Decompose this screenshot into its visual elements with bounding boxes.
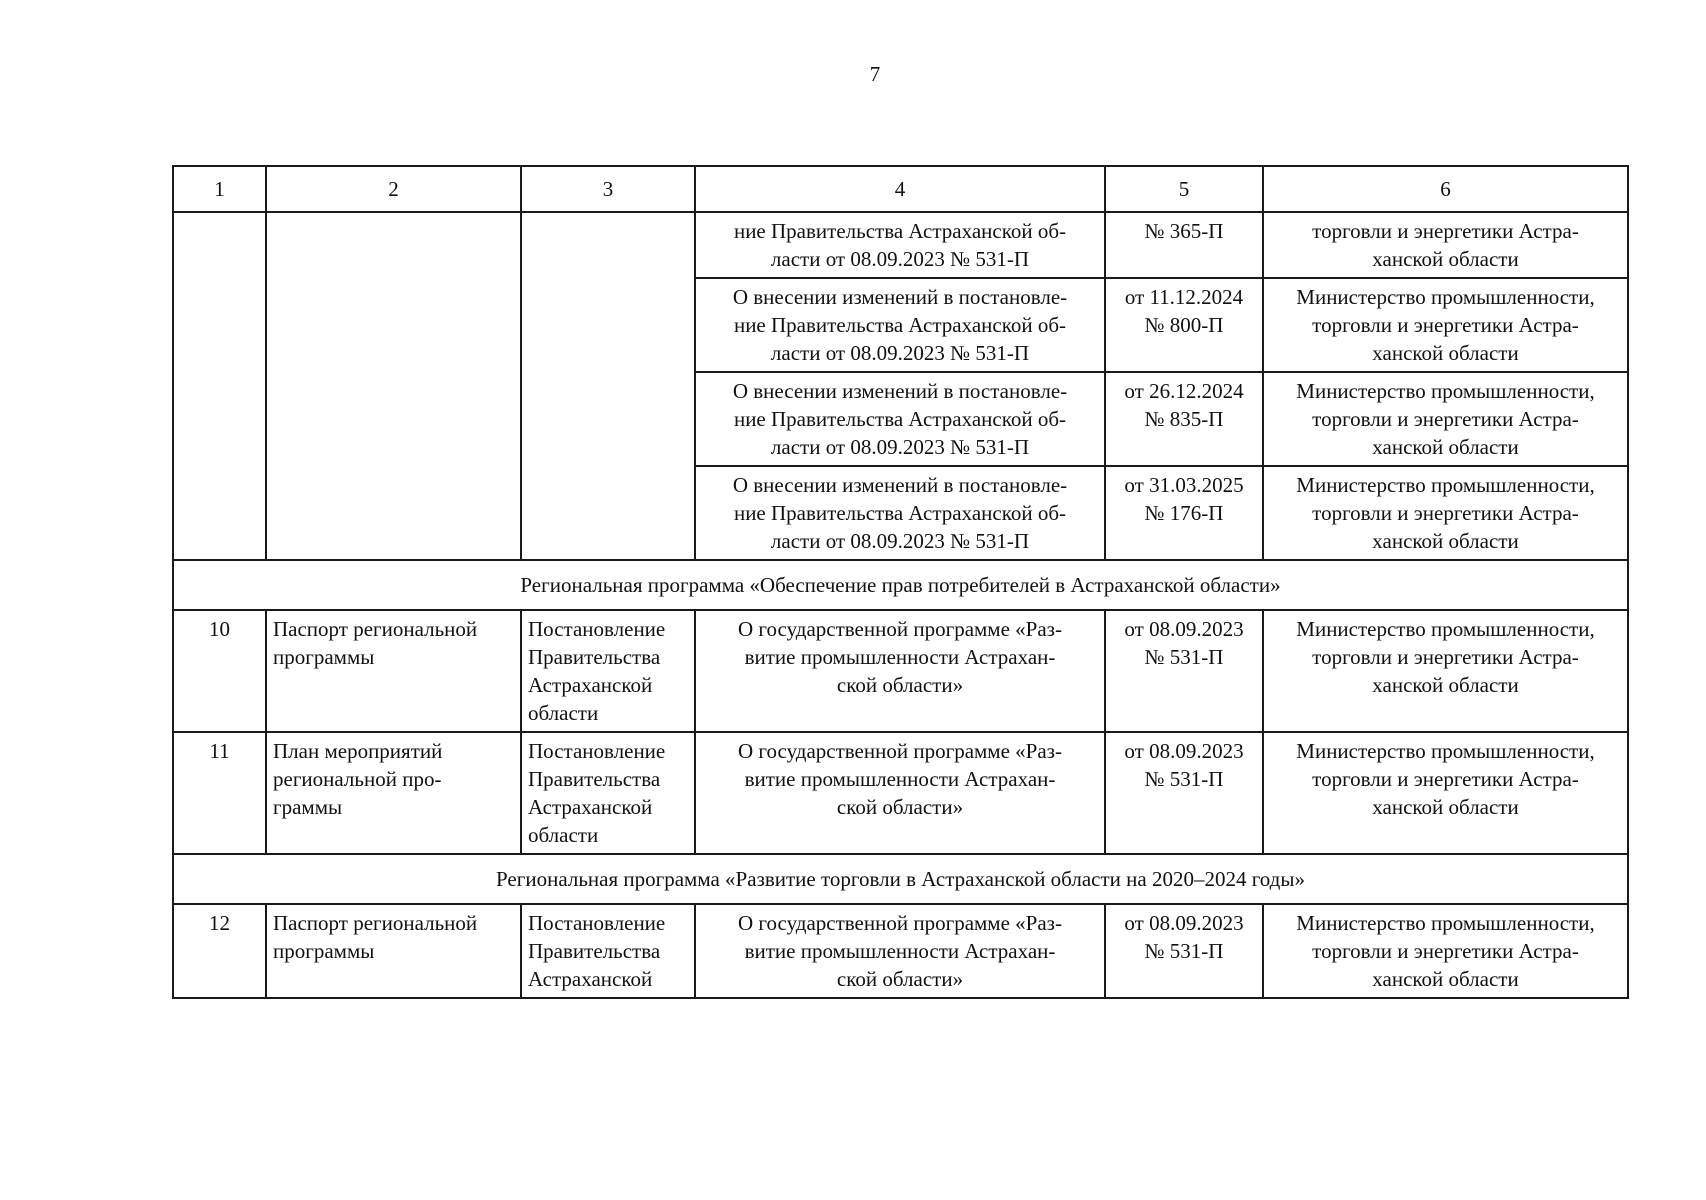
table-row xyxy=(173,212,1628,278)
number-cell: 10 xyxy=(173,610,266,732)
table-row xyxy=(173,610,1628,732)
table-row xyxy=(173,904,1628,998)
act-title-cell: О внесении изменений в постановле- ние Правительства Астраханской об- ласти от 08.09.2023 № 531-П xyxy=(695,466,1105,560)
document-table xyxy=(172,165,1629,999)
page-number: 7 xyxy=(869,62,881,86)
act-title-cell: О внесении изменений в постановле- ние Правительства Астраханской об- ласти от 08.09.2023 № 531-П xyxy=(695,372,1105,466)
responsible-cell: Министерство промышленности, торговли и энергетики Астра- ханской области xyxy=(1263,904,1628,998)
document-type-cell: Паспорт региональной программы xyxy=(266,610,521,732)
responsible-cell: торговли и энергетики Астра- ханской области xyxy=(1263,212,1628,278)
act-date-cell: № 365-П xyxy=(1105,212,1263,278)
header-cell: 2 xyxy=(266,166,521,212)
act-date-cell: от 08.09.2023 № 531-П xyxy=(1105,610,1263,732)
table-header-row xyxy=(173,166,1628,212)
document-type-cell: План мероприятий региональной про- граммы xyxy=(266,732,521,854)
responsible-cell: Министерство промышленности, торговли и энергетики Астра- ханской области xyxy=(1263,372,1628,466)
section-row xyxy=(173,854,1628,904)
document-type-cell: Паспорт региональной программы xyxy=(266,904,521,998)
act-title-cell: О государственной программе «Раз- витие промышленности Астрахан- ской области» xyxy=(695,904,1105,998)
act-date-cell: от 31.03.2025 № 176-П xyxy=(1105,466,1263,560)
responsible-cell: Министерство промышленности, торговли и энергетики Астра- ханской области xyxy=(1263,732,1628,854)
act-date-cell: от 08.09.2023 № 531-П xyxy=(1105,732,1263,854)
responsible-cell: Министерство промышленности, торговли и энергетики Астра- ханской области xyxy=(1263,610,1628,732)
act-type-cell: Постановление Правительства Астраханской xyxy=(521,904,695,998)
act-title-cell: О государственной программе «Раз- витие промышленности Астрахан- ской области» xyxy=(695,732,1105,854)
table-row xyxy=(173,732,1628,854)
act-date-cell: от 11.12.2024 № 800-П xyxy=(1105,278,1263,372)
number-cell: 12 xyxy=(173,904,266,998)
document-type-cell xyxy=(266,212,521,560)
responsible-cell: Министерство промышленности, торговли и энергетики Астра- ханской области xyxy=(1263,278,1628,372)
responsible-cell: Министерство промышленности, торговли и энергетики Астра- ханской области xyxy=(1263,466,1628,560)
number-cell xyxy=(173,212,266,560)
header-cell: 5 xyxy=(1105,166,1263,212)
header-cell: 1 xyxy=(173,166,266,212)
act-type-cell: Постановление Правительства Астраханской области xyxy=(521,610,695,732)
number-cell: 11 xyxy=(173,732,266,854)
header-cell: 4 xyxy=(695,166,1105,212)
header-cell: 6 xyxy=(1263,166,1628,212)
act-title-cell: О внесении изменений в постановле- ние Правительства Астраханской об- ласти от 08.09.2023 № 531-П xyxy=(695,278,1105,372)
act-date-cell: от 26.12.2024 № 835-П xyxy=(1105,372,1263,466)
section-row xyxy=(173,560,1628,610)
section-title: Региональная программа «Обеспечение прав потребителей в Астраханской области» xyxy=(173,560,1628,610)
act-type-cell xyxy=(521,212,695,560)
act-title-cell: О государственной программе «Раз- витие промышленности Астрахан- ской области» xyxy=(695,610,1105,732)
act-title-cell: ние Правительства Астраханской об- ласти от 08.09.2023 № 531-П xyxy=(695,212,1105,278)
act-type-cell: Постановление Правительства Астраханской области xyxy=(521,732,695,854)
act-date-cell: от 08.09.2023 № 531-П xyxy=(1105,904,1263,998)
section-title: Региональная программа «Развитие торговли в Астраханской области на 2020–2024 годы» xyxy=(173,854,1628,904)
header-cell: 3 xyxy=(521,166,695,212)
